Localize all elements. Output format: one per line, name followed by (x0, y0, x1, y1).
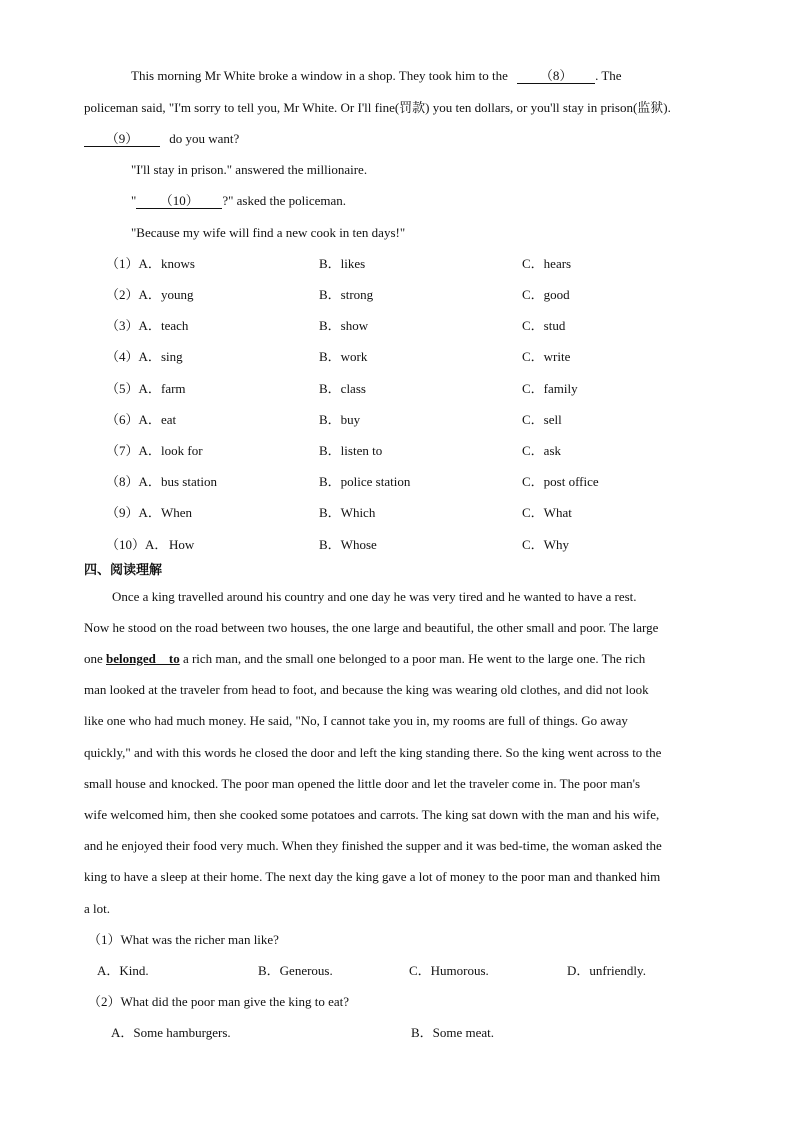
reading-line-6: quickly," and with this words he closed the door and left the king standing there. So the king went across to the (84, 745, 662, 760)
reading-text: a rich man, and the small one belonged to a poor man. He went to the large one. The rich (182, 651, 646, 666)
option-c: C．What (522, 505, 572, 520)
reading-line-3 (84, 650, 645, 668)
passage-line-5 (131, 192, 346, 210)
option-a: sing (161, 349, 183, 364)
passage-line-3 (84, 130, 239, 148)
option-c: C．write (522, 349, 571, 364)
blank-9: （9） (84, 131, 160, 147)
q1-option-a: A．Kind. (97, 963, 149, 978)
option-a: eat (161, 412, 177, 427)
option-num: （3）A． (106, 318, 161, 333)
option-num: （4）A． (106, 349, 161, 364)
option-c: C．sell (522, 412, 562, 427)
option-c: C．stud (522, 318, 566, 333)
option-a: How (169, 537, 195, 552)
option-b: B．police station (319, 474, 411, 489)
reading-line-9: and he enjoyed their food very much. When they finished the supper and it was bed-time, the woman asked the (84, 838, 662, 853)
q1-option-c: C．Humorous. (409, 963, 489, 978)
reading-line-4: man looked at the traveler from head to foot, and because the king was wearing old clothes, and did not look (84, 682, 649, 697)
option-c: C．Why (522, 537, 569, 552)
option-num: （2）A． (106, 287, 161, 302)
passage-text: do you want? (169, 131, 240, 146)
reading-text: one (84, 651, 103, 666)
option-a: look for (161, 443, 203, 458)
passage-text: " (131, 193, 137, 208)
q2-option-b: B．Some meat. (411, 1025, 495, 1040)
q2-option-a: A．Some hamburgers. (111, 1025, 231, 1040)
option-c: C．post office (522, 474, 599, 489)
option-b: B．buy (319, 412, 361, 427)
option-num: （6）A． (106, 412, 161, 427)
option-a: farm (161, 381, 186, 396)
option-c: C．family (522, 381, 578, 396)
option-num: （5）A． (106, 381, 161, 396)
q1-option-b: B．Generous. (258, 963, 333, 978)
option-num: （10）A． (106, 537, 168, 552)
option-a: When (161, 505, 193, 520)
option-b: B．class (319, 381, 366, 396)
option-b: B．show (319, 318, 369, 333)
passage-text: This morning Mr White broke a window in a shop. They took him to the (131, 68, 508, 83)
option-num: （7）A． (106, 443, 161, 458)
option-b: B．work (319, 349, 368, 364)
passage-text: ?" asked the policeman. (222, 193, 347, 208)
reading-line-11: a lot. (84, 901, 110, 916)
option-b: B．listen to (319, 443, 383, 458)
reading-line-5: like one who had much money. He said, "No, I cannot take you in, my rooms are full of things. Go away (84, 713, 628, 728)
option-a: young (161, 287, 194, 302)
option-a: knows (161, 256, 195, 271)
passage-line-2: policeman said, "I'm sorry to tell you, Mr White. Or I'll fine(罚款) you ten dollars, or you'll stay in prison(监狱). (84, 100, 671, 115)
option-b: B．likes (319, 256, 366, 271)
option-num: （8）A． (106, 474, 161, 489)
option-b: B．Whose (319, 537, 377, 552)
blank-10: （10） (136, 193, 222, 209)
passage-line-1 (131, 67, 622, 85)
option-c: C．ask (522, 443, 562, 458)
question-1: （1）What was the richer man like? (88, 932, 279, 947)
passage-line-4: "I'll stay in prison." answered the millionaire. (131, 162, 368, 177)
option-a: teach (161, 318, 189, 333)
reading-line-10: king to have a sleep at their home. The next day the king gave a lot of money to the poor man and thanked him (84, 869, 661, 884)
question-2: （2）What did the poor man give the king to eat? (88, 994, 350, 1009)
passage-text: . The (595, 68, 622, 83)
option-c: C．good (522, 287, 570, 302)
highlighted-phrase: belonged to (106, 651, 180, 666)
option-num: （9）A． (106, 505, 161, 520)
option-b: B．Which (319, 505, 376, 520)
option-a: bus station (161, 474, 217, 489)
reading-line-2: Now he stood on the road between two houses, the one large and beautiful, the other small and poor. The large (84, 620, 659, 635)
option-c: C．hears (522, 256, 572, 271)
section-heading: 四、阅读理解 (84, 563, 163, 578)
option-b: B．strong (319, 287, 374, 302)
passage-line-6: "Because my wife will find a new cook in ten days!" (131, 225, 406, 240)
reading-line-1: Once a king travelled around his country and one day he was very tired and he wanted to have a rest. (112, 589, 637, 604)
option-num: （1）A． (106, 256, 161, 271)
blank-8: （8） (517, 68, 595, 84)
q1-option-d: D．unfriendly. (567, 963, 646, 978)
reading-line-7: small house and knocked. The poor man opened the little door and let the traveler come in. The poor man's (84, 776, 641, 791)
reading-line-8: wife welcomed him, then she cooked some potatoes and carrots. The king sat down with the man and his wife, (84, 807, 660, 822)
